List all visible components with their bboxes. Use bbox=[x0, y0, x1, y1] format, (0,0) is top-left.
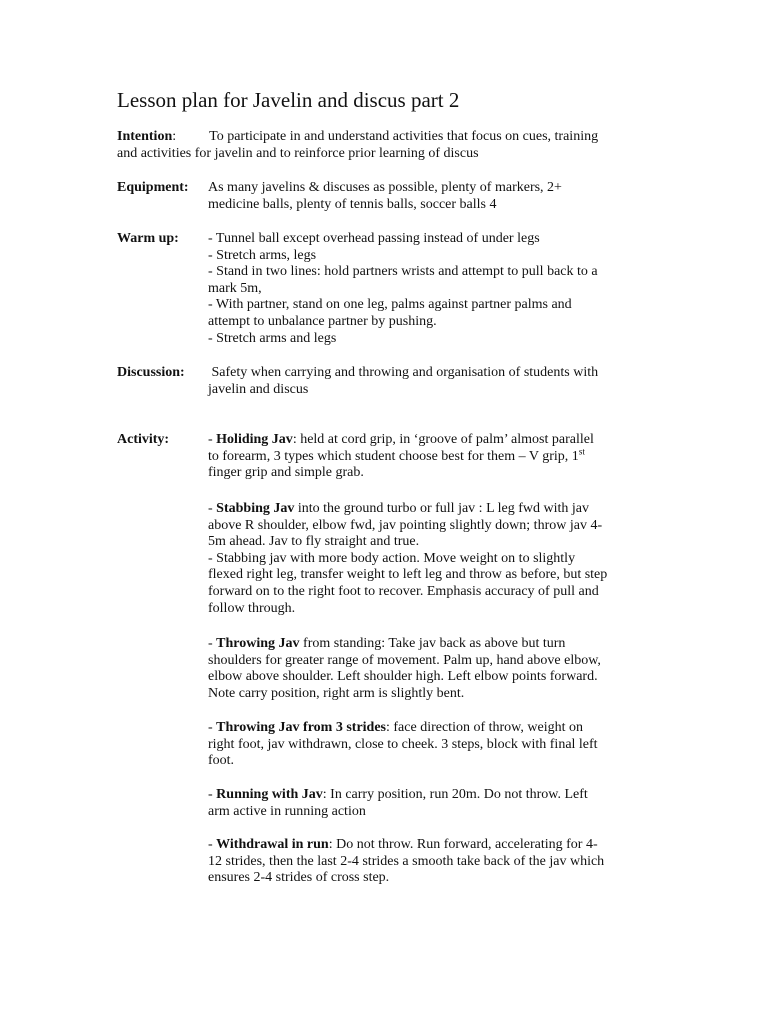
discussion-line: Safety when carrying and throwing and organisation of students with bbox=[208, 365, 599, 380]
running-heading: Running with Jav bbox=[216, 787, 323, 802]
throwing-strides-heading: Throwing Jav from 3 strides bbox=[216, 720, 386, 735]
throwing-standing-line-1: - Throwing Jav from standing: Take jav back as above but turn bbox=[208, 636, 566, 651]
warmup-line: - Stretch arms, legs bbox=[208, 247, 317, 263]
activity-throwing-standing bbox=[208, 636, 650, 702]
warmup-line: mark 5m, bbox=[208, 280, 262, 296]
stabbing-line: - Stabbing jav with more body action. Move weight on to slightly bbox=[208, 550, 576, 566]
throwing-standing-line: shoulders for greater range of movement. Palm up, hand above elbow, bbox=[208, 652, 601, 668]
warmup-label: Warm up: bbox=[117, 231, 179, 246]
discussion-label: Discussion: bbox=[117, 365, 185, 380]
throwing-standing-heading: Throwing Jav bbox=[216, 636, 300, 651]
holding-line-2: to forearm, 3 types which student choose best for them – V grip, 1st bbox=[208, 445, 585, 464]
holding-line-3: finger grip and simple grab. bbox=[208, 465, 364, 481]
warmup-line: - Stand in two lines: hold partners wrists and attempt to pull back to a bbox=[208, 264, 598, 280]
stabbing-line: 5m ahead. Jav to fly straight and true. bbox=[208, 534, 420, 550]
stabbing-line: follow through. bbox=[208, 600, 296, 616]
stabbing-line: flexed right leg, transfer weight to left leg and throw as before, but step bbox=[208, 567, 608, 583]
activity-label: Activity: bbox=[117, 432, 170, 447]
equipment-line: As many javelins & discuses as possible, plenty of markers, 2+ bbox=[208, 180, 562, 195]
equipment-line: medicine balls, plenty of tennis balls, soccer balls 4 bbox=[208, 196, 497, 212]
intention-line-2: and activities for javelin and to reinforce prior learning of discus bbox=[117, 145, 479, 161]
warmup-line: - Tunnel ball except overhead passing instead of under legs bbox=[208, 231, 540, 246]
page-title: Lesson plan for Javelin and discus part 2 bbox=[117, 88, 460, 112]
stabbing-line-1: - Stabbing Jav into the ground turbo or full jav : L leg fwd with jav bbox=[208, 501, 589, 516]
running-line-1: - Running with Jav: In carry position, run 20m. Do not throw. Left bbox=[208, 787, 588, 802]
withdrawal-heading: Withdrawal in run bbox=[216, 837, 329, 852]
stabbing-line: forward on to the right foot to recover. Emphasis accuracy of pull and bbox=[208, 583, 599, 599]
activity-running bbox=[208, 787, 650, 820]
warmup-line: - With partner, stand on one leg, palms against partner palms and bbox=[208, 297, 572, 313]
intention-line-1: Intention: To participate in and understand activities that focus on cues, training bbox=[117, 129, 599, 144]
activity-holding bbox=[208, 432, 650, 482]
holding-line-1: - Holiding Jav: held at cord grip, in ‘groove of palm’ almost parallel bbox=[208, 432, 594, 447]
warmup-content bbox=[208, 231, 650, 347]
stabbing-heading: Stabbing Jav bbox=[216, 501, 295, 516]
throwing-strides-line-1: - Throwing Jav from 3 strides: face direction of throw, weight on bbox=[208, 720, 583, 735]
stabbing-line: above R shoulder, elbow fwd, jav pointing slightly down; throw jav 4- bbox=[208, 517, 603, 533]
discussion-line: javelin and discus bbox=[208, 381, 309, 397]
intention-label: Intention bbox=[117, 129, 173, 144]
discussion-content bbox=[208, 365, 650, 398]
activity-withdrawal bbox=[208, 837, 650, 887]
throwing-standing-line: Note carry position, right arm is slightly bent. bbox=[208, 685, 465, 701]
activity-throwing-strides bbox=[208, 720, 650, 770]
throwing-strides-line: foot. bbox=[208, 753, 235, 769]
throwing-strides-line: right foot, jav withdrawn, close to cheek. 3 steps, block with final left bbox=[208, 736, 598, 752]
equipment-content bbox=[208, 180, 650, 213]
equipment-label: Equipment: bbox=[117, 180, 189, 195]
running-line: arm active in running action bbox=[208, 803, 366, 819]
throwing-standing-line: elbow above shoulder. Left shoulder high. Left elbow points forward. bbox=[208, 669, 598, 685]
activity-stabbing bbox=[208, 501, 650, 617]
withdrawal-line-1: - Withdrawal in run: Do not throw. Run forward, accelerating for 4- bbox=[208, 837, 598, 852]
warmup-line: attempt to unbalance partner by pushing. bbox=[208, 313, 437, 329]
holding-heading: Holiding Jav bbox=[216, 432, 293, 447]
withdrawal-line: 12 strides, then the last 2-4 strides a smooth take back of the jav which bbox=[208, 853, 605, 869]
withdrawal-line: ensures 2-4 strides of cross step. bbox=[208, 870, 390, 886]
intention-section bbox=[117, 129, 647, 162]
warmup-line: - Stretch arms and legs bbox=[208, 330, 337, 346]
